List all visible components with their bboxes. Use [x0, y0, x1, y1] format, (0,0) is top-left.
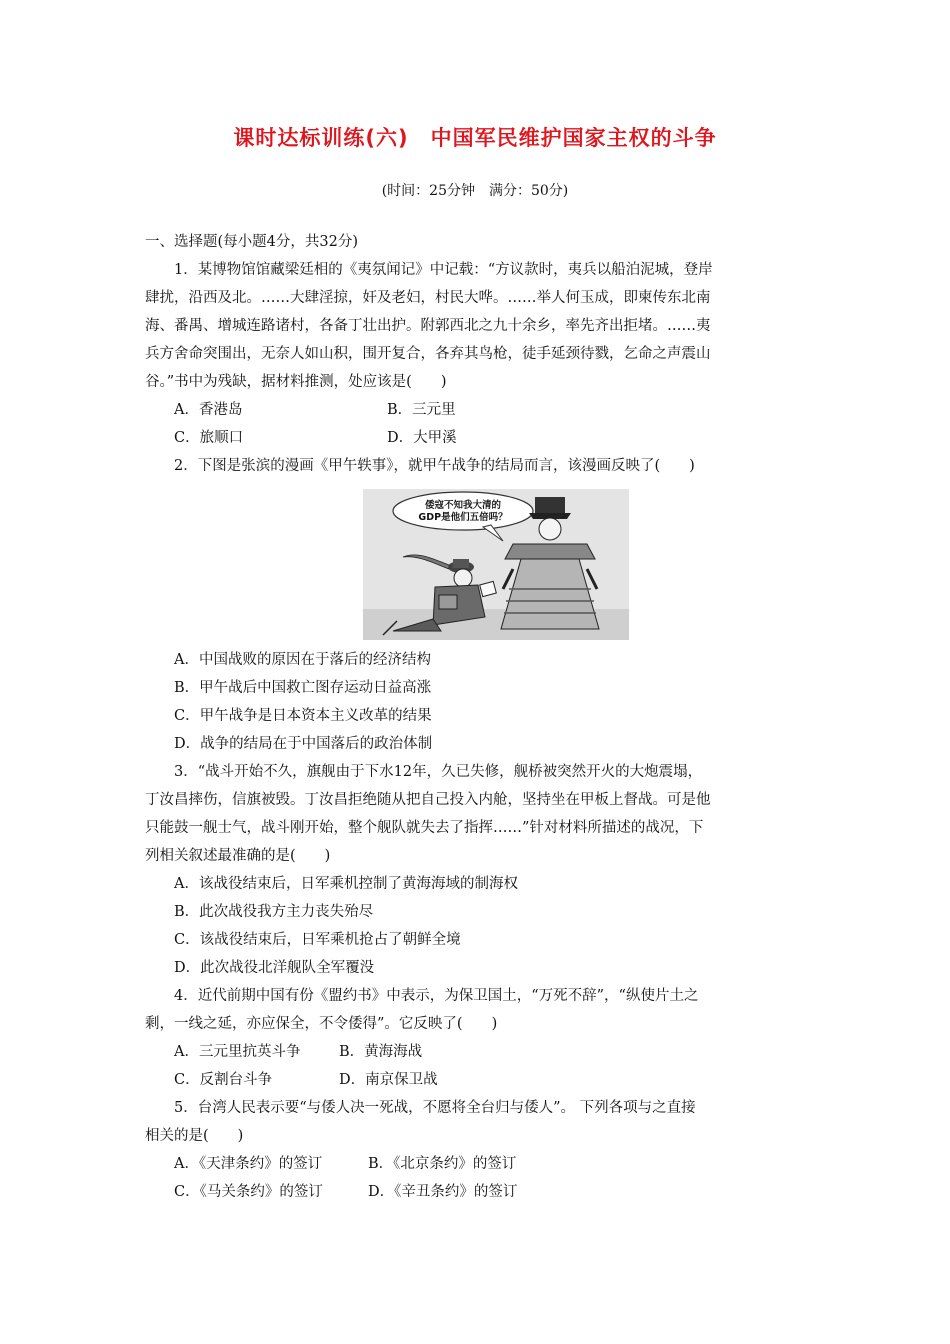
option-row [145, 1038, 807, 1066]
option-b: B．此次战役我方主力丧失殆尽 [174, 904, 374, 920]
option-c: C．甲午战争是日本资本主义改革的结果 [174, 708, 432, 724]
question-text-line: 3．“战斗开始不久，旗舰由于下水12年，久已失修，舰桥被突然开火的大炮震塌， [174, 764, 703, 780]
question-text-line: 兵方舍命突围出，无奈人如山积，围开复合，各弃其鸟枪，徒手延颈待戮，乞命之声震山 [145, 346, 711, 362]
option-row [145, 1150, 807, 1178]
bubble-line-1: 倭寇不知我大清的 [424, 500, 502, 511]
option-d: D．《辛丑条约》的签订 [368, 1184, 518, 1200]
option-d: D．南京保卫战 [339, 1072, 438, 1088]
section-heading: 一、选择题(每小题4分，共32分) [145, 234, 358, 250]
question-text-line: 1．某博物馆馆藏梁廷相的《夷氛闻记》中记载：“方议款时，夷兵以船泊泥城，登岸 [174, 262, 713, 278]
question-text-line: 列相关叙述最准确的是( ) [145, 848, 331, 864]
question-content [145, 228, 807, 1206]
cartoon-image [363, 489, 629, 640]
bubble-line-2: GDP是他们五倍吗？ [418, 512, 508, 523]
option-d: D．战争的结局在于中国落后的政治体制 [174, 736, 433, 752]
option-c: C．《马关条约》的签订 [174, 1184, 323, 1200]
option-a: A．《天津条约》的签订 [174, 1156, 323, 1172]
option-a: A．香港岛 [174, 402, 243, 418]
question-text-line: 2．下图是张滨的漫画《甲午轶事》，就甲午战争的结局而言，该漫画反映了( ) [174, 458, 695, 474]
option-b: B．三元里 [387, 402, 456, 418]
question-text-line: 只能鼓一舰士气，战斗刚开始，整个舰队就失去了指挥……”针对材料所描述的战况，下 [145, 820, 704, 836]
option-b: B．《北京条约》的签订 [368, 1156, 517, 1172]
question-3 [145, 758, 807, 982]
option-c: C．反割台斗争 [174, 1072, 273, 1088]
option-c: C．该战役结束后，日军乘机抢占了朝鲜全境 [174, 932, 461, 948]
option-d: D．此次战役北洋舰队全军覆没 [174, 960, 375, 976]
question-2 [145, 452, 807, 758]
option-row [145, 424, 807, 452]
option-d: D．大甲溪 [387, 430, 457, 446]
option-b: B．黄海海战 [339, 1044, 423, 1060]
option-c: C．旅顺口 [174, 430, 244, 446]
exam-info: (时间：25分钟 满分：50分) [381, 183, 569, 199]
option-row [145, 396, 807, 424]
page-title: 课时达标训练(六) 中国军民维护国家主权的斗争 [233, 126, 717, 150]
question-text-line: 肆扰，沿西及北。……大肆淫掠，奸及老妇，村民大哗。……举人何玉成，即柬传东北南 [145, 290, 711, 306]
question-text-line: 5．台湾人民表示要“与倭人决一死战，不愿将全台归与倭人”。 下列各项与之直接 [174, 1100, 696, 1116]
question-text-line: 谷。”书中为残缺，据材料推测，处应该是( ) [145, 374, 447, 390]
option-row [145, 1066, 807, 1094]
question-text-line: 4．近代前期中国有份《盟约书》中表示，为保卫国土，“万死不辞”，“纵使片土之 [174, 988, 699, 1004]
question-5 [145, 1094, 807, 1206]
question-text-line: 相关的是( ) [145, 1128, 244, 1144]
question-1 [145, 256, 807, 452]
question-text-line: 剩，一线之延，亦应保全，不令倭得”。它反映了( ) [145, 1016, 498, 1032]
option-row [145, 1178, 807, 1206]
option-b: B．甲午战后中国救亡图存运动日益高涨 [174, 680, 432, 696]
option-a: A．中国战败的原因在于落后的经济结构 [174, 652, 431, 668]
option-a: A．该战役结束后，日军乘机控制了黄海海域的制海权 [174, 876, 518, 892]
question-text-line: 海、番禺、增城连路诸村，各备丁壮出护。附郭西北之九十余乡，率先齐出拒堵。……夷 [145, 318, 711, 334]
question-4 [145, 982, 807, 1094]
option-a: A．三元里抗英斗争 [174, 1044, 301, 1060]
question-text-line: 丁汝昌摔伤，信旗被毁。丁汝昌拒绝随从把自己投入内舱，坚持坐在甲板上督战。可是他 [145, 792, 711, 808]
